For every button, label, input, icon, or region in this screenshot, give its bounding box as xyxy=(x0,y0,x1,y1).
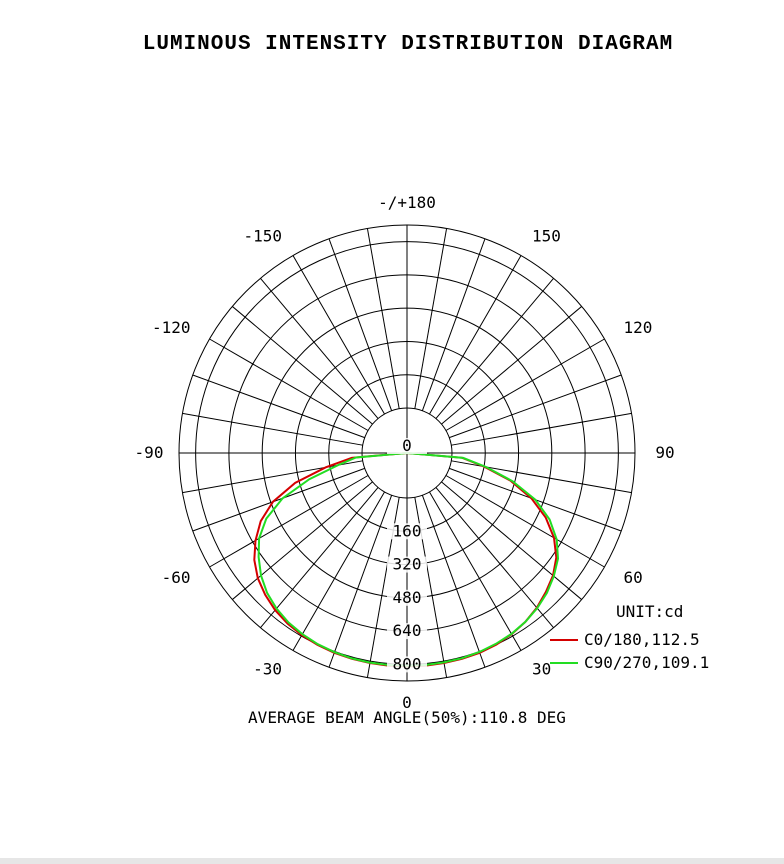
grid-spoke xyxy=(193,375,365,438)
angle-label: -/+180 xyxy=(378,193,436,212)
grid-spoke xyxy=(422,239,485,411)
grid-spoke xyxy=(329,239,392,411)
legend-entry: C0/180,112.5 xyxy=(584,630,700,649)
grid-spoke xyxy=(329,495,392,667)
grid-spoke xyxy=(415,228,447,408)
grid-spoke xyxy=(436,278,554,418)
angle-label: 30 xyxy=(532,659,552,679)
radial-label: 800 xyxy=(392,654,422,674)
grid-spoke xyxy=(451,461,631,493)
grid-spoke xyxy=(446,476,604,568)
radial-label: 0 xyxy=(402,436,412,455)
angle-label: -120 xyxy=(151,318,191,337)
grid-spoke xyxy=(232,306,372,424)
angle-label: -60 xyxy=(161,568,191,587)
grid-spoke xyxy=(441,482,581,600)
angle-label: 120 xyxy=(623,318,653,337)
grid-spoke xyxy=(293,256,385,414)
grid-spoke xyxy=(260,278,378,418)
angle-label: 60 xyxy=(623,568,643,587)
angle-label: -90 xyxy=(134,443,164,462)
angle-label: 0 xyxy=(402,693,412,712)
legend-entry: C90/270,109.1 xyxy=(584,653,710,672)
grid-spoke xyxy=(441,306,581,424)
grid-spoke xyxy=(367,228,399,408)
chart-title: LUMINOUS INTENSITY DISTRIBUTION DIAGRAM xyxy=(142,33,674,56)
radial-label: 320 xyxy=(392,554,422,574)
grid-spoke xyxy=(430,256,522,414)
grid-spoke xyxy=(436,487,554,627)
grid-spoke xyxy=(446,339,604,431)
bottom-bar xyxy=(0,858,784,864)
grid-spoke xyxy=(182,413,362,445)
grid-spoke xyxy=(210,339,368,431)
angle-label: -30 xyxy=(253,659,282,679)
grid-spoke xyxy=(422,495,485,667)
angle-label: 150 xyxy=(532,226,561,246)
angle-label: 90 xyxy=(655,443,675,462)
grid-spoke xyxy=(260,487,378,627)
legend xyxy=(550,602,709,672)
radial-label: 640 xyxy=(392,621,422,641)
radial-label: 160 xyxy=(392,521,422,541)
radial-label: 480 xyxy=(392,587,422,607)
unit-label: UNIT:cd xyxy=(616,602,684,621)
grid-spoke xyxy=(232,482,372,600)
grid-spoke xyxy=(449,375,621,438)
grid-spoke xyxy=(451,413,631,445)
grid-spoke xyxy=(430,492,522,650)
grid-spoke xyxy=(293,492,385,650)
grid-spoke xyxy=(193,468,365,531)
angle-label: -150 xyxy=(243,226,282,246)
beam-angle-footer: AVERAGE BEAM ANGLE(50%):110.8 DEG xyxy=(248,708,566,727)
